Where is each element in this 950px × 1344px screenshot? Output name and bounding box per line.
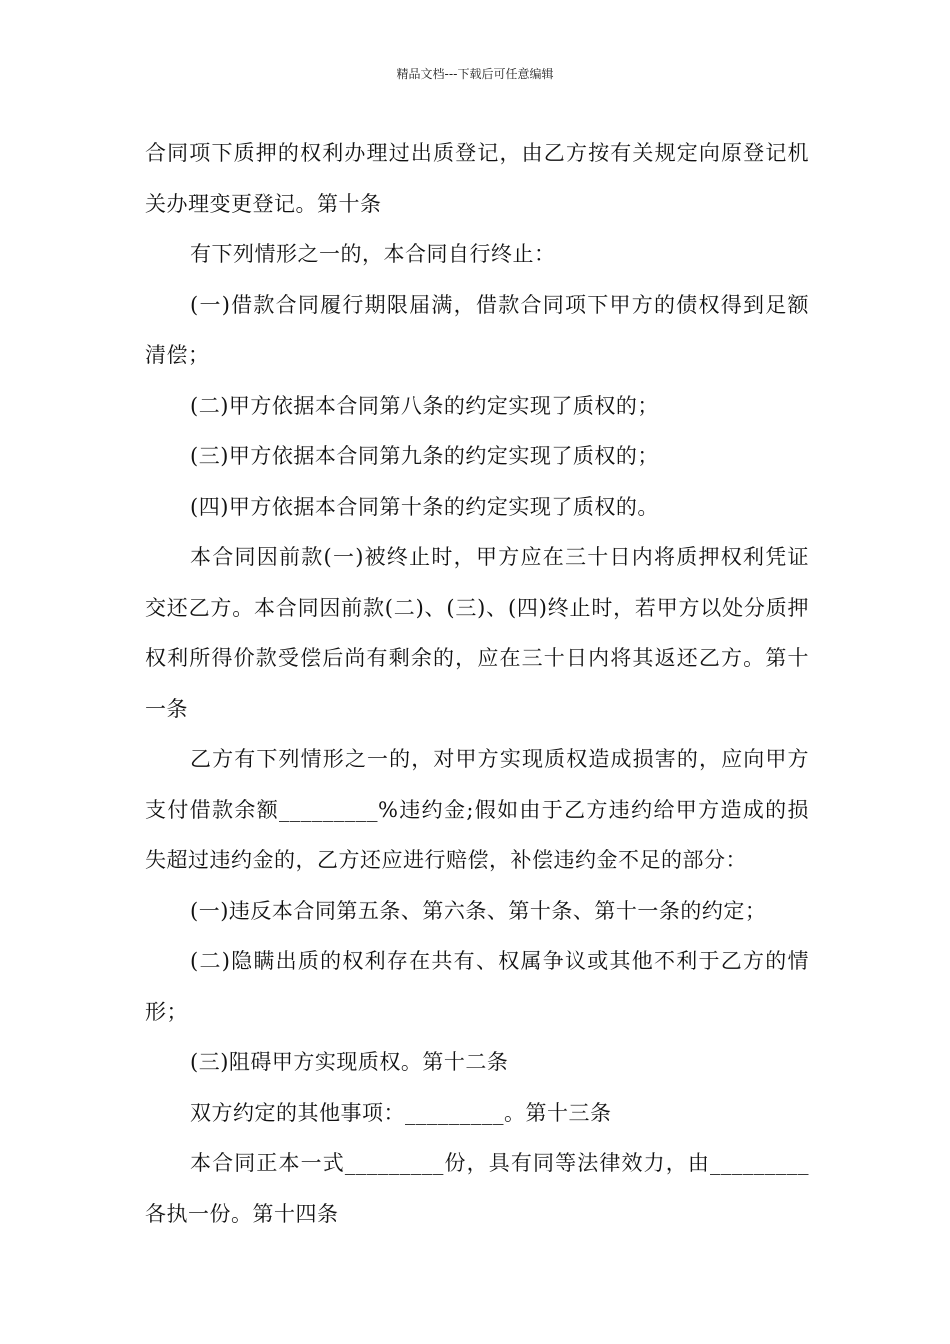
paragraph: 本合同正本一式_________份，具有同等法律效力，由_________各执一份。第十四条 <box>145 1151 809 1226</box>
paragraph: (一)违反本合同第五条、第六条、第十条、第十一条的约定； <box>190 898 767 923</box>
paragraph: (三)阻碍甲方实现质权。第十二条 <box>190 1050 509 1074</box>
paragraph: 有下列情形之一的，本合同自行终止： <box>190 242 556 266</box>
paragraph: (一)借款合同履行期限届满，借款合同项下甲方的债权得到足额清偿； <box>145 292 809 367</box>
paragraph: (四)甲方依据本合同第十条的约定实现了质权的。 <box>190 494 659 519</box>
paragraph: (二)隐瞒出质的权利存在共有、权属争议或其他不利于乙方的情形； <box>145 949 809 1024</box>
paragraph: (三)甲方依据本合同第九条的约定实现了质权的； <box>190 444 659 468</box>
paragraph: 乙方有下列情形之一的，对甲方实现质权造成损害的，应向甲方支付借款余额_________%违约金;假如由于乙方违约给甲方造成的损失超过违约金的，乙方还应进行赔偿，补偿违约金不足的部分： <box>145 747 809 872</box>
paragraph: 本合同因前款(一)被终止时，甲方应在三十日内将质押权利凭证交还乙方。本合同因前款(二)、(三)、(四)终止时，若甲方以处分质押权利所得价款受偿后尚有剩余的，应在三十日内将其返还乙方。第十一条 <box>145 545 809 721</box>
paragraph: 合同项下质押的权利办理过出质登记，由乙方按有关规定向原登记机关办理变更登记。第十条 <box>145 141 809 216</box>
page-header: 精品文档---下载后可任意编辑 <box>396 67 554 81</box>
paragraph: 双方约定的其他事项：_________。第十三条 <box>190 1100 612 1125</box>
paragraph: (二)甲方依据本合同第八条的约定实现了质权的； <box>190 393 659 418</box>
document-body <box>145 128 809 1239</box>
